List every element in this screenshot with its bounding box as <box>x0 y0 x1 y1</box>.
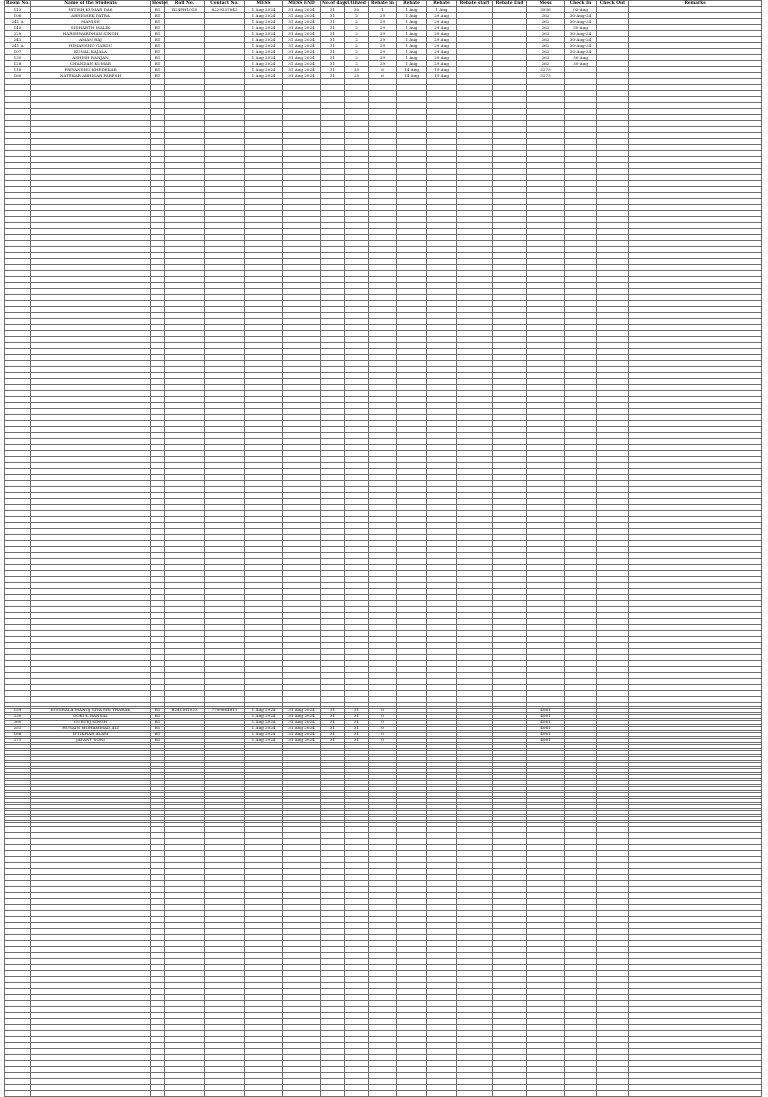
cell-hostel: B1 <box>151 49 165 55</box>
cell-mess-amount: 3936 <box>527 7 565 13</box>
cell-student-name: ASHISH RANJAN <box>31 55 151 61</box>
cell-student-name: IFTIKHAR ALAM <box>31 731 151 737</box>
cell-utilized: 31 <box>345 713 369 719</box>
cell-mess-amount: 262 <box>527 55 565 61</box>
cell-rebate-end <box>493 1091 527 1097</box>
cell-student-name: ABHISHEK PATRA <box>31 13 151 19</box>
cell-rebate-days: 1 <box>369 7 397 13</box>
cell-check-in: 30-Aug <box>565 25 597 31</box>
cell-no-of-days <box>321 1091 345 1097</box>
cell-hostel: B1 <box>151 725 165 731</box>
cell-student-name: MANISH <box>31 19 151 25</box>
cell-mess-start: 1 Aug 2024 <box>245 737 283 743</box>
cell-rebate-to: 29 Aug <box>427 61 457 67</box>
cell-utilized: 31 <box>345 731 369 737</box>
col-hostel: Hostel <box>152 1 168 6</box>
cell-no-of-days: 31 <box>321 43 345 49</box>
cell-room-no: 160 <box>5 73 31 79</box>
cell-mess-start: 1 Aug 2024 <box>245 61 283 67</box>
cell-room-no: 241 <box>5 37 31 43</box>
col-remarks: Remarks <box>629 1 762 7</box>
hostel-mess-sheet-page-2 <box>0 706 768 1097</box>
cell-rebate-days: 29 <box>369 61 397 67</box>
cell-hostel: B1 <box>151 731 165 737</box>
cell-rebate-from: 1 Aug <box>397 37 427 43</box>
col-utilized: Utilized <box>345 1 369 7</box>
cell-mess-amount: 3275 <box>527 67 565 73</box>
cell-hostel: B1 <box>151 713 165 719</box>
cell-student-name: GOKUL BANSAL <box>31 713 151 719</box>
col-contact-no: Contact No. <box>205 1 245 7</box>
cell-no-of-days: 31 <box>321 31 345 37</box>
cell-utilized: 2 <box>345 49 369 55</box>
cell-room-no <box>5 1091 31 1097</box>
col-rebate-from: Rebate <box>397 1 427 7</box>
cell-mess-end <box>283 1091 321 1097</box>
cell-mess-start: 1 Aug 2024 <box>245 13 283 19</box>
cell-mess-amount: 262 <box>527 31 565 37</box>
cell-rebate-from: 1 Aug <box>397 55 427 61</box>
cell-rebate-to: 29 Aug <box>427 43 457 49</box>
cell-utilized <box>345 1091 369 1097</box>
cell-rebate-to: 1 Aug <box>427 7 457 13</box>
cell-hostel <box>151 1091 165 1097</box>
cell-mess-end: 31 Aug 2024 <box>283 737 321 743</box>
cell-mess-end: 31 Aug 2024 <box>283 725 321 731</box>
col-check-in: Check In <box>565 1 597 7</box>
cell-student-name: CHANDAN KUMAR <box>31 61 151 67</box>
cell-mess-end: 31 Aug 2024 <box>283 707 321 713</box>
cell-hostel: B1 <box>151 31 165 37</box>
cell-utilized: 2 <box>345 13 369 19</box>
cell-hostel: B1 <box>151 737 165 743</box>
cell-no-of-days: 31 <box>321 49 345 55</box>
cell-mess-amount <box>527 1091 565 1097</box>
cell-check-in: 30-Aug-24 <box>565 37 597 43</box>
cell-hostel: B1 <box>151 7 165 13</box>
cell-rebate-days: 0 <box>369 737 397 743</box>
cell-room-no: 135 <box>5 55 31 61</box>
cell-student-name <box>31 1091 151 1097</box>
cell-check-in <box>565 1091 597 1097</box>
cell-room-no: 230 <box>5 713 31 719</box>
cell-room-no: 229 <box>5 31 31 37</box>
cell-utilized: 2 <box>345 25 369 31</box>
cell-roll-no <box>165 1091 205 1097</box>
cell-room-no: 159 <box>5 707 31 713</box>
cell-student-name: JAYANT SONI <box>31 737 151 743</box>
col-roll-no: Roll No. <box>165 1 205 7</box>
cell-no-of-days: 31 <box>321 55 345 61</box>
cell-mess-start: 1 Aug 2024 <box>245 725 283 731</box>
cell-room-no: 241 A <box>5 43 31 49</box>
cell-student-name: NITISH KUMAR DAS <box>31 7 151 13</box>
cell-rebate-to: 29 Aug <box>427 13 457 19</box>
cell-mess-start: 1 Aug 2024 <box>245 19 283 25</box>
cell-no-of-days: 31 <box>321 707 345 713</box>
cell-mess-end: 31 Aug 2024 <box>283 61 321 67</box>
cell-no-of-days: 31 <box>321 713 345 719</box>
cell-contact-no: 8229537642 <box>205 7 245 13</box>
cell-room-no: 113 <box>5 7 31 13</box>
cell-mess-start: 1 Aug 2024 <box>245 707 283 713</box>
cell-hostel: B1 <box>151 37 165 43</box>
cell-rebate-from: 1 Aug <box>397 19 427 25</box>
cell-no-of-days: 31 <box>321 25 345 31</box>
cell-mess-end: 31 Aug 2024 <box>283 55 321 61</box>
cell-rebate-to <box>427 1091 457 1097</box>
cell-mess-amount: 4061 <box>527 713 565 719</box>
cell-mess-end: 31 Aug 2024 <box>283 19 321 25</box>
cell-student-name: HIMANSHU GARDU <box>31 43 151 49</box>
cell-hostel: B1 <box>151 61 165 67</box>
cell-hostel: B1 <box>151 55 165 61</box>
cell-student-name: NATEKAR ABHISAR PARESH <box>31 73 151 79</box>
cell-mess-amount: 262 <box>527 13 565 19</box>
cell-mess-end: 31 Aug 2024 <box>283 67 321 73</box>
cell-rebate-to: 19 Aug <box>427 73 457 79</box>
cell-mess-start: 1 Aug 2024 <box>245 37 283 43</box>
cell-mess-amount: 4061 <box>527 707 565 713</box>
cell-rebate-from: 1 Aug <box>397 31 427 37</box>
cell-mess-amount: 4061 <box>527 719 565 725</box>
cell-rebate-from: 14 Aug <box>397 67 427 73</box>
cell-mess-start: 1 Aug 2024 <box>245 43 283 49</box>
cell-student-name: PRIYANSHU KHEDEKAR <box>31 67 151 73</box>
cell-contact-no: 7799664811 <box>205 707 245 713</box>
cell-check-in: 30-Aug <box>565 61 597 67</box>
cell-mess-start: 1 Aug 2024 <box>245 31 283 37</box>
cell-room-no: 128 <box>5 61 31 67</box>
cell-hostel: B1 <box>151 25 165 31</box>
cell-mess-amount: 4061 <box>527 731 565 737</box>
hostel-mess-table-continued <box>4 706 762 1097</box>
cell-roll-no: B24CM1022 <box>165 707 205 713</box>
cell-rebate-days: 0 <box>369 725 397 731</box>
cell-mess-amount: 3275 <box>527 73 565 79</box>
cell-room-no: 106 <box>5 13 31 19</box>
col-rebate-to: Rebate <box>427 1 457 7</box>
cell-student-name: KUNAL KAJALA <box>31 49 151 55</box>
cell-no-of-days: 31 <box>321 19 345 25</box>
cell-room-no: 260 <box>5 719 31 725</box>
cell-rebate-from: 1 Aug <box>397 49 427 55</box>
cell-utilized: 31 <box>345 737 369 743</box>
cell-utilized: 2 <box>345 19 369 25</box>
cell-utilized: 2 <box>345 61 369 67</box>
cell-rebate-to: 29 Aug <box>427 19 457 25</box>
cell-mess-amount: 4061 <box>527 737 565 743</box>
cell-rebate-from: 1 Aug <box>397 7 427 13</box>
cell-mess-end: 31 Aug 2024 <box>283 37 321 43</box>
cell-rebate-from: 1 Aug <box>397 61 427 67</box>
cell-utilized: 25 <box>345 67 369 73</box>
cell-room-no: 107 <box>5 49 31 55</box>
cell-no-of-days: 31 <box>321 37 345 43</box>
cell-check-in: 30-Aug-24 <box>565 43 597 49</box>
cell-mess-end: 31 Aug 2024 <box>283 7 321 13</box>
cell-no-of-days: 31 <box>321 73 345 79</box>
cell-mess-start: 1 Aug 2024 <box>245 49 283 55</box>
cell-rebate-days: 6 <box>369 73 397 79</box>
col-no-of-days: No.of days <box>322 1 348 6</box>
col-rebate-end: Rebate End <box>493 1 527 7</box>
cell-no-of-days: 31 <box>321 731 345 737</box>
cell-rebate-days: 0 <box>369 731 397 737</box>
cell-contact-no <box>205 1091 245 1097</box>
cell-rebate-to: 29 Aug <box>427 31 457 37</box>
cell-mess-start: 1 Aug 2024 <box>245 713 283 719</box>
cell-hostel: B1 <box>151 43 165 49</box>
cell-check-in: 30-Aug-24 <box>565 49 597 55</box>
cell-utilized: 2 <box>345 37 369 43</box>
cell-student-name: EGGIRALA MANOJ SIVA SRI THARAK <box>31 707 151 713</box>
cell-rebate-days: 29 <box>369 31 397 37</box>
cell-room-no: 168 <box>5 731 31 737</box>
cell-room-no: 241 A <box>5 19 31 25</box>
cell-room-no: 145 <box>5 25 31 31</box>
cell-mess-start: 1 Aug 2024 <box>245 731 283 737</box>
cell-mess-start: 1 Aug 2024 <box>245 67 283 73</box>
col-room-no: Room No. <box>6 1 30 6</box>
cell-mess-amount: 262 <box>527 37 565 43</box>
cell-mess-amount: 262 <box>527 19 565 25</box>
cell-mess-start <box>245 1091 283 1097</box>
cell-rebate-from: 1 Aug <box>397 13 427 19</box>
cell-no-of-days: 31 <box>321 719 345 725</box>
cell-rebate-from: 1 Aug <box>397 43 427 49</box>
cell-no-of-days: 31 <box>321 7 345 13</box>
cell-rebate-from: 1 Aug <box>397 25 427 31</box>
cell-mess-end: 31 Aug 2024 <box>283 31 321 37</box>
cell-rebate-days: 29 <box>369 13 397 19</box>
cell-hostel: B1 <box>151 73 165 79</box>
cell-rebate-to: 29 Aug <box>427 25 457 31</box>
cell-rebate-to: 19 Aug <box>427 67 457 73</box>
col-rebate-in: Rebate in <box>369 1 397 7</box>
col-student-name: Name of the Students <box>31 1 151 7</box>
cell-hostel: B1 <box>151 719 165 725</box>
cell-student-name: AMAN RAJ <box>31 37 151 43</box>
cell-mess-start: 1 Aug 2024 <box>245 7 283 13</box>
cell-mess-end: 31 Aug 2024 <box>283 25 321 31</box>
cell-no-of-days: 31 <box>321 61 345 67</box>
cell-mess-end: 31 Aug 2024 <box>283 719 321 725</box>
cell-hostel: B1 <box>151 67 165 73</box>
cell-roll-no: B24PH1018 <box>165 7 205 13</box>
cell-mess-start: 1 Aug 2024 <box>245 25 283 31</box>
cell-mess-start: 1 Aug 2024 <box>245 73 283 79</box>
cell-check-in: 30-Aug-24 <box>565 19 597 25</box>
col-mess: MESS <box>245 1 283 7</box>
cell-rebate-days: 6 <box>369 67 397 73</box>
cell-mess-start: 1 Aug 2024 <box>245 719 283 725</box>
col-mess-amount: Mess <box>527 1 565 7</box>
cell-check-in: 30-Aug <box>565 55 597 61</box>
hostel-mess-table <box>4 0 762 823</box>
cell-student-name: GURTEJ SINGH <box>31 719 151 725</box>
cell-remarks <box>629 1091 762 1097</box>
cell-check-in: 30-Aug-24 <box>565 31 597 37</box>
cell-utilized: 31 <box>345 719 369 725</box>
cell-utilized: 2 <box>345 43 369 49</box>
cell-utilized: 25 <box>345 73 369 79</box>
cell-mess-end: 31 Aug 2024 <box>283 49 321 55</box>
cell-check-out <box>597 1091 629 1097</box>
cell-rebate-days: 29 <box>369 19 397 25</box>
cell-utilized: 30 <box>345 7 369 13</box>
cell-check-in: 30-Aug-24 <box>565 13 597 19</box>
cell-rebate-days: 29 <box>369 55 397 61</box>
cell-no-of-days: 31 <box>321 737 345 743</box>
cell-rebate-from: 14 Aug <box>397 73 427 79</box>
col-rebate-start: Rebate start <box>457 1 493 7</box>
cell-hostel: B1 <box>151 19 165 25</box>
cell-student-name: HUSAIN MOHAMMAD ALI <box>31 725 151 731</box>
cell-room-no: 118 <box>5 67 31 73</box>
cell-mess-amount: 262 <box>527 25 565 31</box>
cell-check-in: 02-Aug <box>565 7 597 13</box>
cell-rebate-days: 29 <box>369 25 397 31</box>
cell-utilized: 31 <box>345 707 369 713</box>
col-mess-end: MESS END <box>283 1 321 7</box>
cell-rebate-days: 0 <box>369 719 397 725</box>
cell-mess-end: 31 Aug 2024 <box>283 13 321 19</box>
cell-hostel: B1 <box>151 13 165 19</box>
cell-mess-end: 31 Aug 2024 <box>283 731 321 737</box>
cell-mess-amount: 262 <box>527 49 565 55</box>
cell-mess-amount: 4061 <box>527 725 565 731</box>
cell-mess-end: 31 Aug 2024 <box>283 43 321 49</box>
cell-student-name: HARSHWARDHAN SINGH <box>31 31 151 37</box>
cell-utilized: 31 <box>345 725 369 731</box>
cell-rebate-to: 29 Aug <box>427 49 457 55</box>
cell-mess-start: 1 Aug 2024 <box>245 55 283 61</box>
cell-utilized: 2 <box>345 55 369 61</box>
cell-mess-amount: 262 <box>527 61 565 67</box>
cell-no-of-days: 31 <box>321 725 345 731</box>
cell-student-name: SIDHARTH MALIK <box>31 25 151 31</box>
cell-mess-amount: 262 <box>527 43 565 49</box>
cell-rebate-days: 29 <box>369 37 397 43</box>
cell-rebate-to: 29 Aug <box>427 37 457 43</box>
cell-hostel: B1 <box>151 707 165 713</box>
cell-rebate-days: 29 <box>369 43 397 49</box>
cell-utilized: 2 <box>345 31 369 37</box>
table-row <box>5 1091 762 1097</box>
cell-rebate-from <box>397 1091 427 1097</box>
cell-mess-end: 31 Aug 2024 <box>283 713 321 719</box>
cell-rebate-to: 29 Aug <box>427 55 457 61</box>
cell-rebate-days <box>369 1091 397 1097</box>
cell-rebate-days: 0 <box>369 713 397 719</box>
cell-no-of-days: 31 <box>321 67 345 73</box>
cell-rebate-days: 0 <box>369 707 397 713</box>
cell-no-of-days: 31 <box>321 13 345 19</box>
cell-room-no: 251 <box>5 725 31 731</box>
col-check-out: Check Out <box>597 1 629 7</box>
cell-rebate-days: 29 <box>369 49 397 55</box>
cell-room-no: 271 <box>5 737 31 743</box>
cell-rebate-start <box>457 1091 493 1097</box>
cell-mess-end: 31 Aug 2024 <box>283 73 321 79</box>
